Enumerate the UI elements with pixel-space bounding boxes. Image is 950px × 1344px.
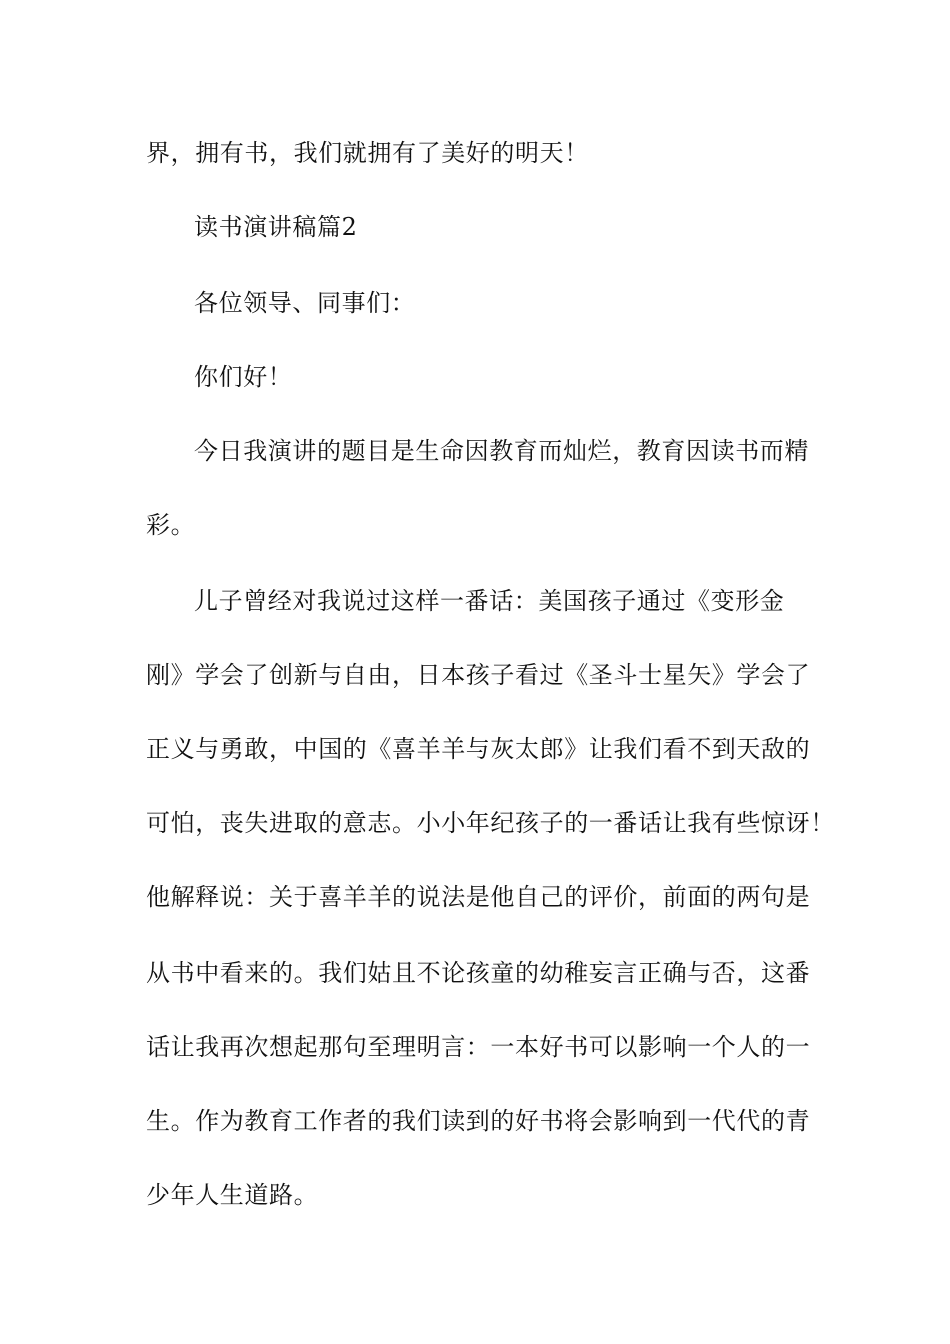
paragraph-line: 他解释说：关于喜羊羊的说法是他自己的评价，前面的两句是 <box>146 883 811 911</box>
paragraph-line: 界，拥有书，我们就拥有了美好的明天！ <box>146 139 589 167</box>
paragraph-line: 彩。 <box>146 511 196 539</box>
paragraph-line: 今日我演讲的题目是生命因教育而灿烂，教育因读书而精 <box>194 437 809 465</box>
paragraph-line: 从书中看来的。我们姑且不论孩童的幼稚妄言正确与否，这番 <box>146 959 811 987</box>
paragraph-line: 可怕，丧失进取的意志。小小年纪孩子的一番话让我有些惊讶！ <box>146 809 835 837</box>
salutation: 各位领导、同事们： <box>194 289 416 317</box>
greeting: 你们好！ <box>194 363 293 391</box>
paragraph-line: 话让我再次想起那句至理明言：一本好书可以影响一个人的一 <box>146 1033 811 1061</box>
paragraph-line: 儿子曾经对我说过这样一番话：美国孩子通过《变形金 <box>194 587 785 615</box>
paragraph-line: 正义与勇敢，中国的《喜羊羊与灰太郎》让我们看不到天敌的 <box>146 735 811 763</box>
paragraph-line: 刚》学会了创新与自由，日本孩子看过《圣斗士星矢》学会了 <box>146 661 811 689</box>
section-heading: 读书演讲稿篇2 <box>194 213 358 241</box>
paragraph-line: 少年人生道路。 <box>146 1181 319 1209</box>
paragraph-line: 生。作为教育工作者的我们读到的好书将会影响到一代代的青 <box>146 1107 811 1135</box>
